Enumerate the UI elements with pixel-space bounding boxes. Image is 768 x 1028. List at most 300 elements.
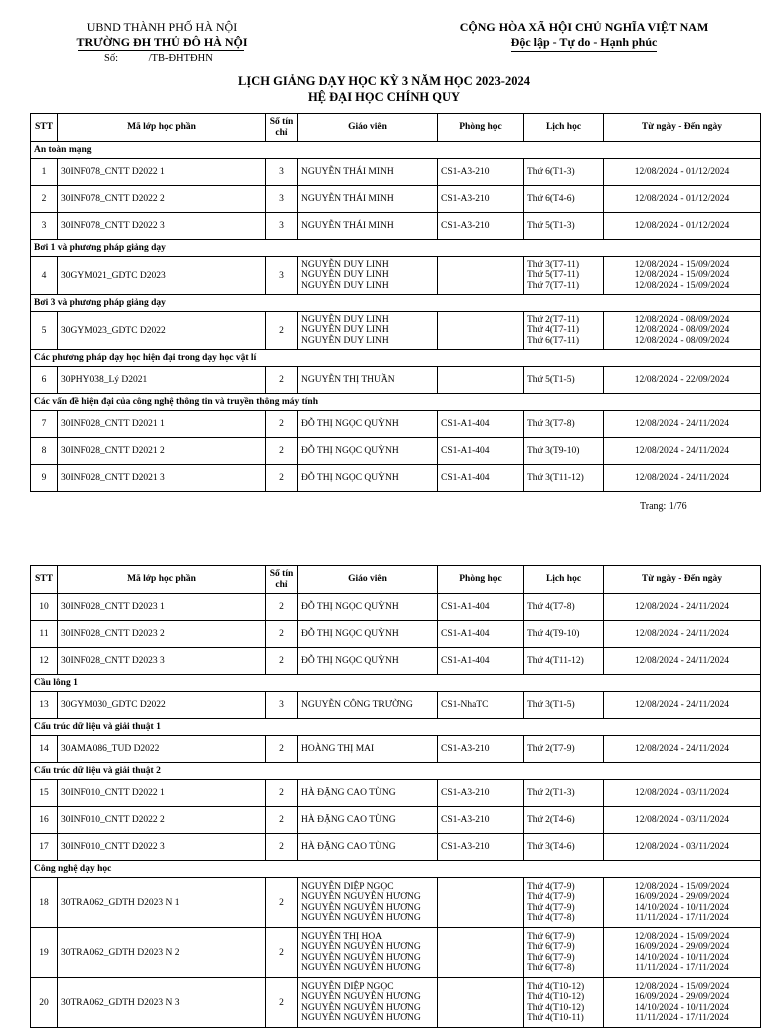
schedule-cell-line: Thứ 5(T1-3)	[527, 220, 575, 231]
group-row	[31, 763, 761, 780]
room-cell: CS1-A3-210	[438, 780, 524, 807]
date-range-cell-line: 12/08/2024 - 24/11/2024	[634, 743, 730, 754]
date-range-cell	[604, 621, 761, 648]
date-range-cell-line: 12/08/2024 - 24/11/2024	[634, 418, 730, 429]
teacher-cell-line: NGUYỄN NGUYỄN HƯƠNG	[301, 902, 421, 913]
table-row	[31, 438, 761, 465]
date-range-cell-line: 16/09/2024 - 29/09/2024	[634, 992, 730, 1002]
schedule-cell-line: Thứ 6(T4-6)	[527, 193, 575, 204]
room-cell: CS1-A1-404	[438, 411, 524, 438]
class-code-cell: 30GYM021_GDTC D2023	[58, 257, 266, 295]
table-row	[31, 186, 761, 213]
schedule-cell	[524, 621, 604, 648]
schedule-table-page-1	[30, 113, 761, 492]
date-range-cell	[604, 807, 761, 834]
date-range-cell	[604, 780, 761, 807]
schedule-cell-line: Thứ 2(T7-9)	[527, 743, 575, 754]
national-motto: Độc lập - Tự do - Hạnh phúc	[511, 35, 658, 52]
teacher-cell-line: HÀ ĐẶNG CAO TÙNG	[301, 814, 396, 825]
date-range-cell-line: 14/10/2024 - 10/11/2024	[634, 1002, 730, 1013]
table-row	[31, 594, 761, 621]
date-range-cell	[604, 692, 761, 719]
col-header-date-range: Từ ngày - Đến ngày	[604, 566, 761, 594]
teacher-cell-line: HÀ ĐẶNG CAO TÙNG	[301, 841, 396, 852]
schedule-cell-line: Thứ 3(T9-10)	[527, 445, 580, 456]
schedule-cell-line: Thứ 4(T11-12)	[527, 655, 584, 666]
table-row	[31, 159, 761, 186]
date-range-cell-line: 12/08/2024 - 03/11/2024	[634, 814, 730, 825]
schedule-cell	[524, 692, 604, 719]
class-code-cell: 30AMA086_TUD D2022	[58, 736, 266, 763]
date-range-cell-line: 12/08/2024 - 24/11/2024	[634, 655, 730, 666]
room-cell	[438, 367, 524, 394]
room-cell	[438, 878, 524, 928]
teacher-cell	[298, 594, 438, 621]
room-cell: CS1-A3-210	[438, 213, 524, 240]
date-range-cell-line: 12/08/2024 - 15/09/2024	[634, 931, 730, 942]
table-row	[31, 648, 761, 675]
teacher-cell-line: NGUYỄN THỊ HOA	[301, 931, 383, 942]
schedule-cell-line: Thứ 6(T7-9)	[527, 931, 575, 942]
schedule-cell-line: Thứ 5(T7-11)	[527, 270, 580, 281]
date-range-cell-line: 12/08/2024 - 15/09/2024	[634, 280, 730, 291]
schedule-cell-line: Thứ 2(T7-11)	[527, 314, 580, 325]
course-group-name: An toàn mạng	[31, 142, 761, 159]
date-range-cell	[604, 367, 761, 394]
class-code-cell: 30INF078_CNTT D2022 3	[58, 213, 266, 240]
col-header-date-range: Từ ngày - Đến ngày	[604, 114, 761, 142]
schedule-cell	[524, 594, 604, 621]
col-header-schedule: Lịch học	[524, 114, 604, 142]
col-header-credits: Số tín chỉ	[266, 114, 298, 142]
table-row	[31, 780, 761, 807]
class-code-cell: 30INF010_CNTT D2022 1	[58, 780, 266, 807]
date-range-cell-line: 12/08/2024 - 15/09/2024	[634, 259, 730, 270]
room-cell: CS1-A1-404	[438, 465, 524, 492]
stt-cell: 6	[31, 367, 58, 394]
schedule-cell-line: Thứ 4(T9-10)	[527, 628, 580, 639]
teacher-cell-line: NGUYỄN NGUYỄN HƯƠNG	[301, 1002, 421, 1013]
date-range-cell	[604, 312, 761, 350]
date-range-cell-line: 16/09/2024 - 29/09/2024	[634, 892, 730, 902]
class-code-cell: 30TRA062_GDTH D2023 N 2	[58, 928, 266, 978]
teacher-cell-line: NGUYỄN NGUYỄN HƯƠNG	[301, 963, 421, 973]
teacher-cell-line: HOÀNG THỊ MAI	[301, 743, 375, 754]
class-code-cell: 30INF028_CNTT D2021 3	[58, 465, 266, 492]
credits-cell: 3	[266, 159, 298, 186]
course-group-name: Cấu trúc dữ liệu và giải thuật 1	[31, 719, 761, 736]
schedule-cell	[524, 159, 604, 186]
schedule-cell	[524, 928, 604, 978]
schedule-cell-line: Thứ 4(T10-12)	[527, 1002, 585, 1013]
teacher-cell-line: NGUYỄN NGUYỄN HƯƠNG	[301, 1013, 421, 1023]
class-code-cell: 30INF078_CNTT D2022 2	[58, 186, 266, 213]
course-group-name: Công nghệ dạy học	[31, 861, 761, 878]
teacher-cell-line: HÀ ĐẶNG CAO TÙNG	[301, 787, 396, 798]
stt-cell: 14	[31, 736, 58, 763]
date-range-cell	[604, 594, 761, 621]
col-header-class-code: Mã lớp học phần	[58, 114, 266, 142]
schedule-cell-line: Thứ 6(T7-9)	[527, 952, 575, 963]
course-group-name: Các phương pháp dạy học hiện đại trong dạy học vật lí	[31, 350, 761, 367]
class-code-cell: 30INF028_CNTT D2023 2	[58, 621, 266, 648]
credits-cell: 2	[266, 465, 298, 492]
stt-cell: 4	[31, 257, 58, 295]
date-range-cell-line: 12/08/2024 - 24/11/2024	[634, 601, 730, 612]
teacher-cell	[298, 312, 438, 350]
teacher-cell	[298, 411, 438, 438]
credits-cell: 2	[266, 780, 298, 807]
class-code-cell: 30TRA062_GDTH D2023 N 1	[58, 878, 266, 928]
credits-cell: 2	[266, 312, 298, 350]
credits-cell: 2	[266, 834, 298, 861]
teacher-cell-line: NGUYỄN DUY LINH	[301, 314, 389, 325]
credits-cell: 3	[266, 692, 298, 719]
schedule-cell	[524, 367, 604, 394]
teacher-cell-line: NGUYỄN DIỆP NGỌC	[301, 981, 394, 992]
teacher-cell-line: ĐỖ THỊ NGỌC QUỲNH	[301, 628, 399, 639]
group-row	[31, 350, 761, 367]
class-code-cell: 30GYM030_GDTC D2022	[58, 692, 266, 719]
teacher-cell-line: NGUYỄN THÁI MINH	[301, 166, 394, 177]
schedule-cell	[524, 834, 604, 861]
date-range-cell-line: 12/08/2024 - 03/11/2024	[634, 787, 730, 798]
schedule-cell-line: Thứ 2(T4-6)	[527, 814, 575, 825]
stt-cell: 15	[31, 780, 58, 807]
teacher-cell	[298, 186, 438, 213]
header-underline	[78, 50, 244, 51]
table-row	[31, 834, 761, 861]
schedule-cell-line: Thứ 4(T7-9)	[527, 902, 575, 913]
header-row	[31, 566, 761, 594]
date-range-cell	[604, 648, 761, 675]
teacher-cell	[298, 878, 438, 928]
col-header-teacher: Giáo viên	[298, 114, 438, 142]
table-row	[31, 736, 761, 763]
teacher-cell	[298, 780, 438, 807]
stt-cell: 7	[31, 411, 58, 438]
stt-cell: 5	[31, 312, 58, 350]
teacher-cell-line: ĐỖ THỊ NGỌC QUỲNH	[301, 418, 399, 429]
schedule-title: LỊCH GIẢNG DẠY HỌC KỲ 3 NĂM HỌC 2023-2024	[238, 74, 530, 88]
credits-cell: 2	[266, 438, 298, 465]
teacher-cell	[298, 438, 438, 465]
schedule-cell-line: Thứ 3(T1-5)	[527, 699, 575, 710]
teacher-cell-line: NGUYỄN NGUYỄN HƯƠNG	[301, 913, 421, 923]
date-range-cell-line: 12/08/2024 - 24/11/2024	[634, 699, 730, 710]
class-code-cell: 30GYM023_GDTC D2022	[58, 312, 266, 350]
room-cell	[438, 978, 524, 1028]
date-range-cell-line: 12/08/2024 - 01/12/2024	[634, 193, 730, 204]
schedule-cell	[524, 257, 604, 295]
stt-cell: 9	[31, 465, 58, 492]
credits-cell: 2	[266, 594, 298, 621]
date-range-cell-line: 11/11/2024 - 17/11/2024	[635, 913, 729, 923]
teacher-cell	[298, 807, 438, 834]
room-cell: CS1-A3-210	[438, 807, 524, 834]
class-code-cell: 30PHY038_Lý D2021	[58, 367, 266, 394]
schedule-cell-line: Thứ 3(T7-8)	[527, 418, 575, 429]
credits-cell: 3	[266, 257, 298, 295]
date-range-cell	[604, 213, 761, 240]
date-range-cell-line: 16/09/2024 - 29/09/2024	[634, 942, 730, 952]
room-cell: CS1-A1-404	[438, 594, 524, 621]
credits-cell: 2	[266, 928, 298, 978]
col-header-room: Phòng học	[438, 114, 524, 142]
room-cell: CS1-NhaTC	[438, 692, 524, 719]
schedule-cell-line: Thứ 4(T7-9)	[527, 892, 575, 902]
date-range-cell	[604, 736, 761, 763]
teacher-cell	[298, 692, 438, 719]
group-row	[31, 295, 761, 312]
group-row	[31, 675, 761, 692]
header-left	[62, 20, 262, 50]
teacher-cell-line: NGUYỄN CÔNG TRƯỜNG	[301, 699, 413, 710]
table-row	[31, 807, 761, 834]
schedule-cell-line: Thứ 4(T7-8)	[527, 913, 575, 923]
table-row	[31, 213, 761, 240]
schedule-cell-line: Thứ 2(T1-3)	[527, 787, 575, 798]
teacher-cell-line: ĐỖ THỊ NGỌC QUỲNH	[301, 601, 399, 612]
table-row	[31, 465, 761, 492]
schedule-cell	[524, 780, 604, 807]
stt-cell: 18	[31, 878, 58, 928]
teacher-cell-line: NGUYỄN THỊ THUẦN	[301, 374, 395, 385]
date-range-cell	[604, 186, 761, 213]
stt-cell: 1	[31, 159, 58, 186]
date-range-cell-line: 12/08/2024 - 15/09/2024	[634, 981, 730, 992]
schedule-cell	[524, 978, 604, 1028]
teacher-cell	[298, 257, 438, 295]
col-header-room: Phòng học	[438, 566, 524, 594]
course-group-name: Bơi 3 và phương pháp giảng dạy	[31, 295, 761, 312]
stt-cell: 17	[31, 834, 58, 861]
schedule-cell	[524, 411, 604, 438]
class-code-cell: 30INF028_CNTT D2021 1	[58, 411, 266, 438]
course-group-name: Cầu lông 1	[31, 675, 761, 692]
date-range-cell-line: 12/08/2024 - 15/09/2024	[634, 881, 730, 892]
room-cell: CS1-A3-210	[438, 736, 524, 763]
teacher-cell-line: NGUYỄN DUY LINH	[301, 270, 389, 281]
table-row	[31, 621, 761, 648]
stt-cell: 3	[31, 213, 58, 240]
date-range-cell-line: 14/10/2024 - 10/11/2024	[634, 952, 730, 963]
teacher-cell-line: NGUYỄN NGUYỄN HƯƠNG	[301, 892, 421, 902]
schedule-subtitle: HỆ ĐẠI HỌC CHÍNH QUY	[307, 90, 461, 104]
class-code-cell: 30TRA062_GDTH D2023 N 3	[58, 978, 266, 1028]
national-title: CỘNG HÒA XÃ HỘI CHỦ NGHĨA VIỆT NAM	[459, 20, 709, 34]
schedule-cell	[524, 807, 604, 834]
col-header-class-code: Mã lớp học phần	[58, 566, 266, 594]
schedule-cell	[524, 648, 604, 675]
credits-cell: 2	[266, 648, 298, 675]
date-range-cell	[604, 834, 761, 861]
schedule-cell-line: Thứ 3(T11-12)	[527, 472, 584, 483]
schedule-cell	[524, 465, 604, 492]
city-committee: UBND THÀNH PHỐ HÀ NỘI	[86, 20, 238, 34]
teacher-cell-line: NGUYỄN DUY LINH	[301, 280, 389, 291]
teacher-cell-line: NGUYỄN THÁI MINH	[301, 193, 394, 204]
col-header-schedule: Lịch học	[524, 566, 604, 594]
room-cell: CS1-A3-210	[438, 159, 524, 186]
date-range-cell-line: 12/08/2024 - 22/09/2024	[634, 374, 730, 385]
teacher-cell	[298, 978, 438, 1028]
teacher-cell-line: NGUYỄN NGUYỄN HƯƠNG	[301, 942, 421, 952]
date-range-cell-line: 12/08/2024 - 24/11/2024	[634, 472, 730, 483]
date-range-cell-line: 14/10/2024 - 10/11/2024	[634, 902, 730, 913]
so-label: Số:	[104, 53, 119, 64]
teacher-cell-line: NGUYỄN DUY LINH	[301, 325, 389, 336]
teacher-cell-line: ĐỖ THỊ NGỌC QUỲNH	[301, 472, 399, 483]
date-range-cell	[604, 878, 761, 928]
schedule-cell-line: Thứ 4(T7-11)	[527, 325, 580, 336]
date-range-cell-line: 12/08/2024 - 08/09/2024	[634, 335, 730, 346]
date-range-cell-line: 12/08/2024 - 24/11/2024	[634, 445, 730, 456]
schedule-cell	[524, 438, 604, 465]
schedule-cell-line: Thứ 4(T10-12)	[527, 981, 585, 992]
teacher-cell	[298, 736, 438, 763]
date-range-cell	[604, 438, 761, 465]
table-row	[31, 312, 761, 350]
date-range-cell-line: 12/08/2024 - 01/12/2024	[634, 220, 730, 231]
schedule-cell-line: Thứ 7(T7-11)	[527, 280, 580, 291]
schedule-cell-line: Thứ 4(T7-8)	[527, 601, 575, 612]
date-range-cell-line: 12/08/2024 - 15/09/2024	[634, 270, 730, 281]
document-number	[104, 53, 213, 64]
room-cell	[438, 928, 524, 978]
teacher-cell	[298, 367, 438, 394]
teacher-cell	[298, 928, 438, 978]
course-group-name: Bơi 1 và phương pháp giảng dạy	[31, 240, 761, 257]
stt-cell: 11	[31, 621, 58, 648]
teacher-cell	[298, 213, 438, 240]
credits-cell: 2	[266, 621, 298, 648]
room-cell: CS1-A3-210	[438, 834, 524, 861]
teacher-cell-line: NGUYỄN DIỆP NGỌC	[301, 881, 394, 892]
schedule-cell	[524, 213, 604, 240]
table-row	[31, 692, 761, 719]
date-range-cell	[604, 159, 761, 186]
room-cell: CS1-A1-404	[438, 438, 524, 465]
room-cell	[438, 312, 524, 350]
stt-cell: 2	[31, 186, 58, 213]
schedule-cell	[524, 878, 604, 928]
schedule-cell-line: Thứ 4(T10-11)	[527, 1013, 584, 1023]
teacher-cell-line: NGUYỄN THÁI MINH	[301, 220, 394, 231]
credits-cell: 2	[266, 978, 298, 1028]
teacher-cell-line: NGUYỄN DUY LINH	[301, 335, 389, 346]
room-cell: CS1-A1-404	[438, 621, 524, 648]
teacher-cell	[298, 621, 438, 648]
table-row	[31, 367, 761, 394]
credits-cell: 2	[266, 736, 298, 763]
col-header-stt: STT	[31, 114, 58, 142]
class-code-cell: 30INF010_CNTT D2022 2	[58, 807, 266, 834]
date-range-cell-line: 12/08/2024 - 03/11/2024	[634, 841, 730, 852]
col-header-teacher: Giáo viên	[298, 566, 438, 594]
table-row	[31, 411, 761, 438]
credits-cell: 2	[266, 878, 298, 928]
stt-cell: 12	[31, 648, 58, 675]
stt-cell: 16	[31, 807, 58, 834]
schedule-cell-line: Thứ 6(T1-3)	[527, 166, 575, 177]
teacher-cell	[298, 648, 438, 675]
teacher-cell-line: NGUYỄN NGUYỄN HƯƠNG	[301, 992, 421, 1002]
schedule-cell-line: Thứ 6(T7-11)	[527, 335, 580, 346]
schedule-cell	[524, 736, 604, 763]
group-row	[31, 861, 761, 878]
credits-cell: 3	[266, 213, 298, 240]
credits-cell: 2	[266, 411, 298, 438]
credits-cell: 3	[266, 186, 298, 213]
date-range-cell-line: 12/08/2024 - 01/12/2024	[634, 166, 730, 177]
group-row	[31, 719, 761, 736]
group-row	[31, 394, 761, 411]
so-number: /TB-ĐHTĐHN	[148, 53, 213, 64]
teacher-cell	[298, 465, 438, 492]
course-group-name: Các vấn đề hiện đại của công nghệ thông tin và truyền thông máy tính	[31, 394, 761, 411]
date-range-cell-line: 11/11/2024 - 17/11/2024	[635, 1013, 729, 1023]
university-name: TRƯỜNG ĐH THỦ ĐÔ HÀ NỘI	[76, 35, 248, 49]
schedule-cell-line: Thứ 3(T4-6)	[527, 841, 575, 852]
room-cell: CS1-A3-210	[438, 186, 524, 213]
date-range-cell	[604, 928, 761, 978]
schedule-cell-line: Thứ 4(T10-12)	[527, 992, 585, 1002]
table-row	[31, 928, 761, 978]
header-row	[31, 114, 761, 142]
schedule-cell-line: Thứ 4(T7-9)	[527, 881, 575, 892]
credits-cell: 2	[266, 807, 298, 834]
page-number: Trang: 1/76	[640, 501, 687, 512]
teacher-cell	[298, 159, 438, 186]
teacher-cell-line: NGUYỄN DUY LINH	[301, 259, 389, 270]
teacher-cell-line: ĐỖ THỊ NGỌC QUỲNH	[301, 655, 399, 666]
date-range-cell	[604, 978, 761, 1028]
date-range-cell	[604, 465, 761, 492]
credits-cell: 2	[266, 367, 298, 394]
table-row	[31, 878, 761, 928]
class-code-cell: 30INF078_CNTT D2022 1	[58, 159, 266, 186]
teacher-cell-line: ĐỖ THỊ NGỌC QUỲNH	[301, 445, 399, 456]
date-range-cell-line: 12/08/2024 - 08/09/2024	[634, 325, 730, 336]
stt-cell: 19	[31, 928, 58, 978]
header-right	[445, 20, 723, 52]
date-range-cell-line: 12/08/2024 - 08/09/2024	[634, 314, 730, 325]
date-range-cell	[604, 257, 761, 295]
date-range-cell	[604, 411, 761, 438]
room-cell: CS1-A1-404	[438, 648, 524, 675]
col-header-stt: STT	[31, 566, 58, 594]
room-cell	[438, 257, 524, 295]
stt-cell: 10	[31, 594, 58, 621]
schedule-cell-line: Thứ 6(T7-8)	[527, 963, 575, 973]
class-code-cell: 30INF028_CNTT D2021 2	[58, 438, 266, 465]
teacher-cell	[298, 834, 438, 861]
class-code-cell: 30INF028_CNTT D2023 1	[58, 594, 266, 621]
schedule-cell	[524, 312, 604, 350]
schedule-table-page-2	[30, 565, 761, 1028]
stt-cell: 13	[31, 692, 58, 719]
class-code-cell: 30INF010_CNTT D2022 3	[58, 834, 266, 861]
col-header-credits: Số tín chỉ	[266, 566, 298, 594]
table-row	[31, 257, 761, 295]
stt-cell: 20	[31, 978, 58, 1028]
stt-cell: 8	[31, 438, 58, 465]
date-range-cell-line: 11/11/2024 - 17/11/2024	[635, 963, 729, 973]
schedule-cell	[524, 186, 604, 213]
class-code-cell: 30INF028_CNTT D2023 3	[58, 648, 266, 675]
course-group-name: Cấu trúc dữ liệu và giải thuật 2	[31, 763, 761, 780]
